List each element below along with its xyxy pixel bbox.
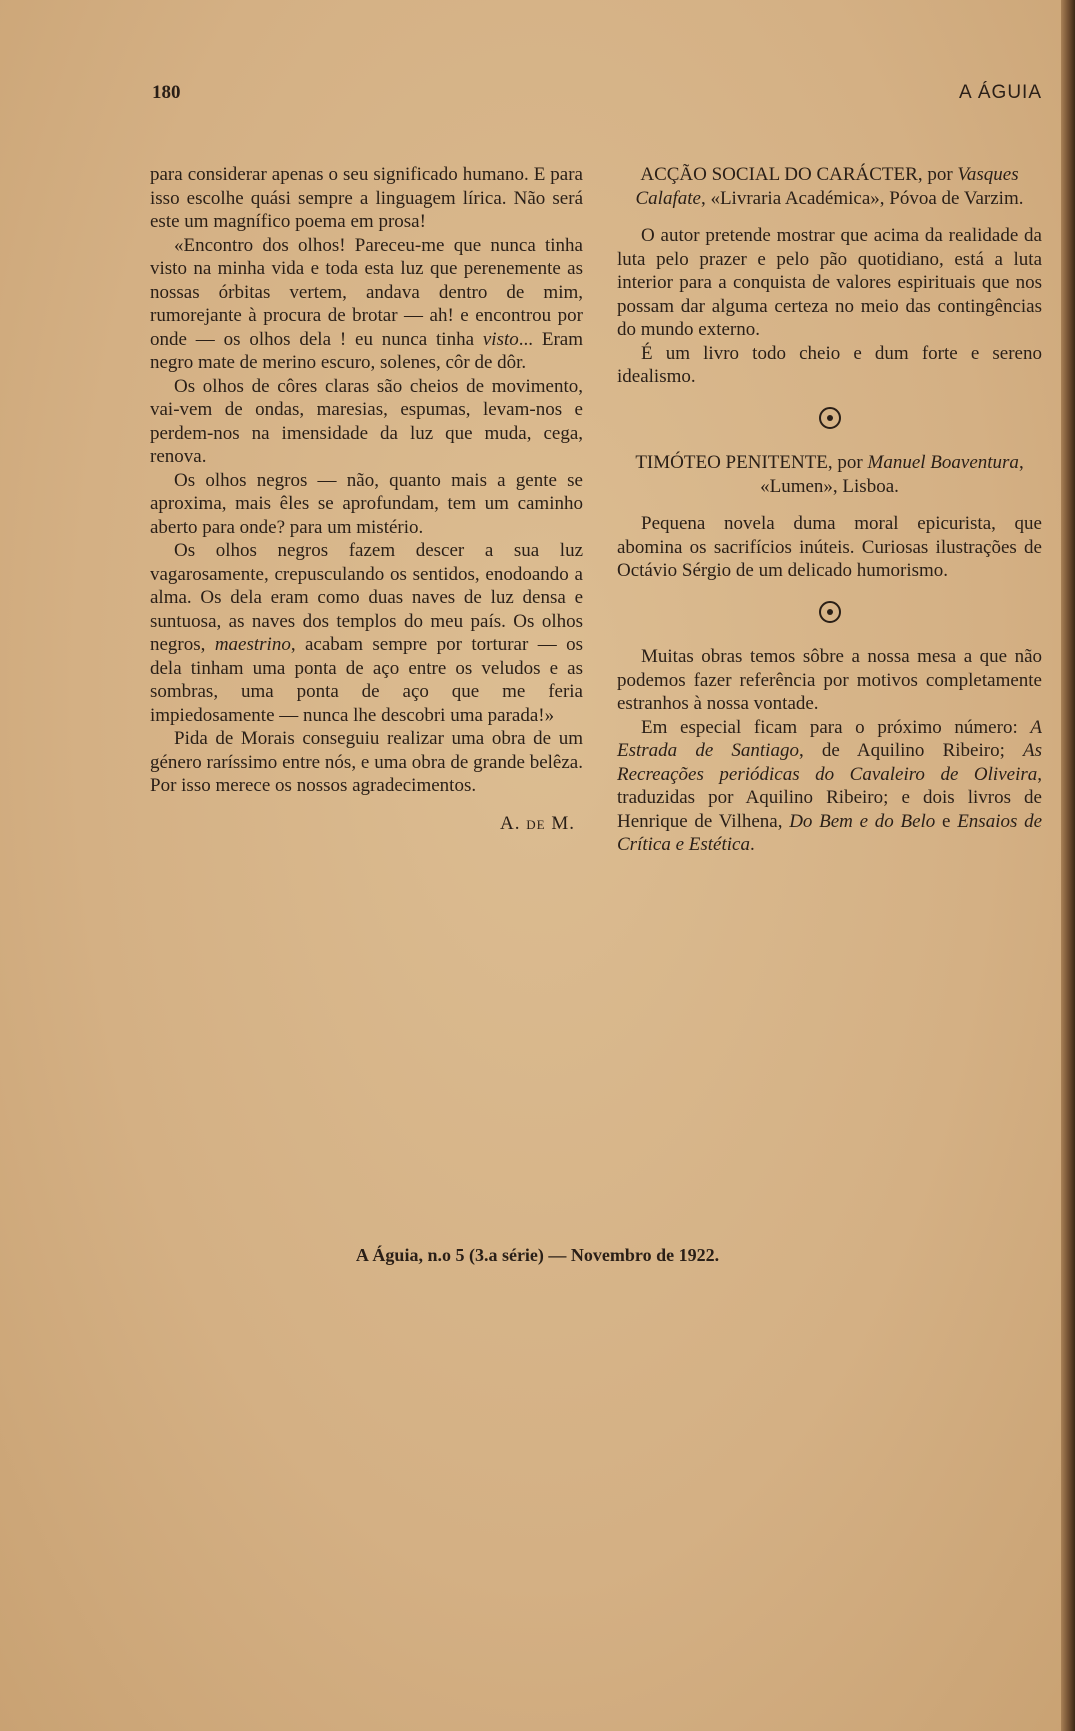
paragraph: Os olhos de côres claras são cheios de movimento, vai-vem de ondas, maresias, espumas, levam-nos e perdem-nos na imensidade da luz que muda, cega, renova. xyxy=(150,375,583,467)
journal-title: A ÁGUIA xyxy=(958,82,1042,103)
paragraph: Os olhos negros — não, quanto mais a gente se aproxima, mais êles se aprofundam, tem um caminho aberto para onde? para um mistério. xyxy=(150,469,583,538)
paragraph: Pequena novela duma moral epicurista, que abomina os sacrifícios inúteis. Curiosas ilustrações de Octávio Sérgio de um delicado humorismo. xyxy=(617,513,1042,581)
paragraph: Pida de Morais conseguiu realizar uma obra de um género raríssimo entre nós, e uma obra de grande belêza. Por isso merece os nossos agradecimentos. xyxy=(150,728,583,796)
page-edge xyxy=(1061,0,1075,1731)
paragraph: para considerar apenas o seu significado humano. E para isso escolhe quási sempre a linguagem lírica. Não será este um magnífico poema em prosa! xyxy=(150,164,583,232)
review-title: TIMÓTEO PENITENTE, por Manuel Boaventura, «Lumen», Lisboa. xyxy=(635,452,1024,497)
section-ornament-icon xyxy=(617,407,1042,436)
right-column xyxy=(617,163,1042,857)
paragraph: Os olhos negros fazem descer a sua luz vagarosamente, crepusculando os sentidos, enodoando a alma. Os dela eram como duas naves de luz densa e suntuosa, as naves dos templos do meu país. Os olhos negros, maestrino, acabam sempre por torturar — os dela tinham uma ponta de aço entre os veludos e as sombras, uma ponta de aço que me feria impiedosamente — nunca lhe descobri uma parada!» xyxy=(150,540,584,726)
review-title: ACÇÃO SOCIAL DO CARÁCTER, por Vasques Calafate, «Livraria Académica», Póvoa de Varzim. xyxy=(635,164,1024,209)
page-number: 180 xyxy=(152,82,181,103)
imprint-footer: A Águia, n.o 5 (3.a série) — Novembro de 1922. xyxy=(355,1245,720,1265)
paragraph: O autor pretende mostrar que acima da realidade da luta pelo prazer e pelo pão quotidiano, está a luta interior para a conquista de valores espirituais que nos possam dar alguma certeza no meio das contingências do mundo externo. xyxy=(617,225,1042,340)
paragraph: Muitas obras temos sôbre a nossa mesa a que não podemos fazer referência por motivos completamente estranhos à nossa vontade. xyxy=(617,646,1042,714)
section-ornament-icon xyxy=(617,601,1042,630)
paragraph: É um livro todo cheio e dum forte e sereno idealismo. xyxy=(617,342,1042,387)
running-header xyxy=(152,82,1042,114)
paragraph: Em especial ficam para o próximo número: A Estrada de Santiago, de Aquilino Ribeiro; As Recreações periódicas do Cavaleiro de Oliveira, traduzidas por Aquilino Ribeiro; e dois livros de Henrique de Vilhena, Do Bem e do Belo e Ensaios de Crítica e Estética. xyxy=(617,716,1043,855)
left-column xyxy=(150,163,583,835)
signature: A. de M. xyxy=(500,812,575,834)
paragraph: «Encontro dos olhos! Pareceu-me que nunca tinha visto na minha vida e toda esta luz que perenemente as nossas órbitas vertem, andava dentro de mim, rumorejante à procura de brotar — ah! e encontrou por onde — os olhos dela ! eu nunca tinha visto... Eram negro mate de merino escuro, solenes, côr de dôr. xyxy=(150,234,583,373)
